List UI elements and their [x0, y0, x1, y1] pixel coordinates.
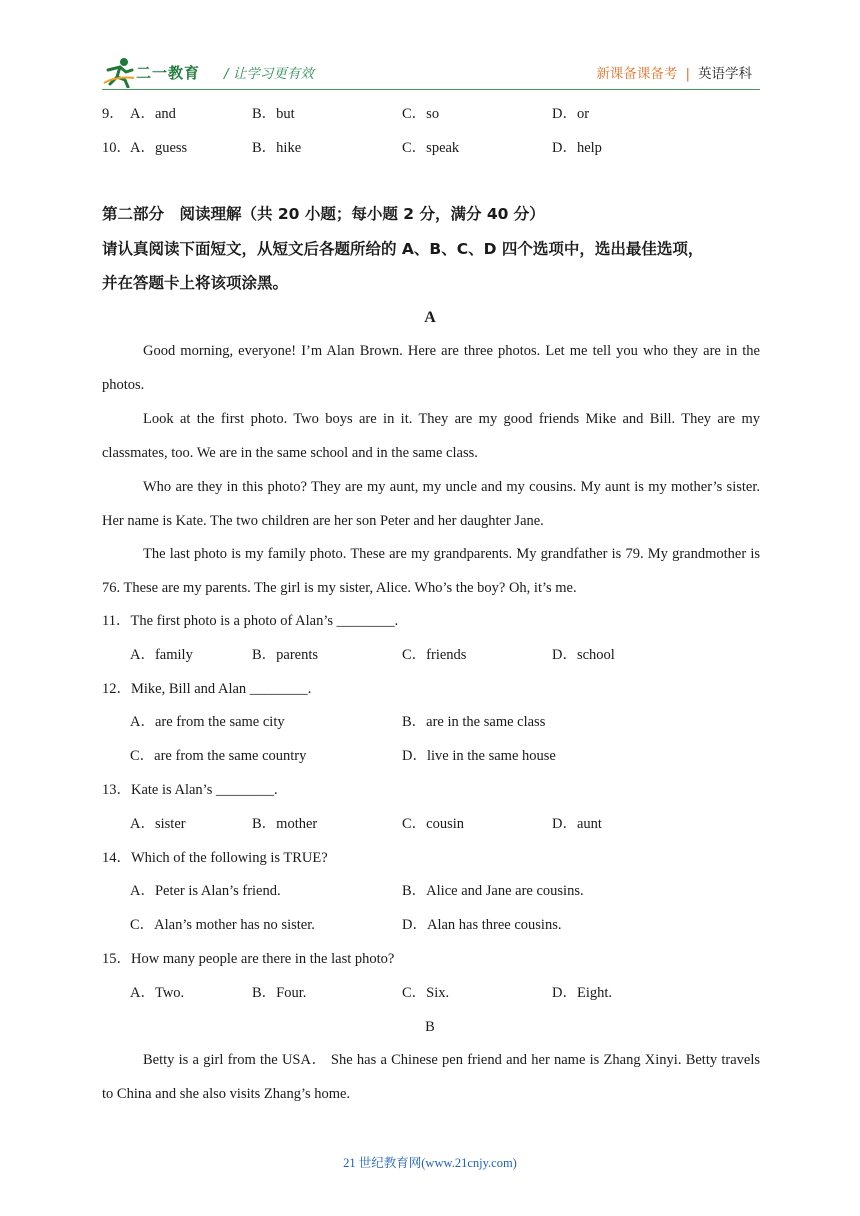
option-c: C．cousin: [402, 816, 465, 832]
option-d: D．help: [552, 140, 602, 156]
option-b: B．hike: [252, 140, 302, 156]
section-instruction-line-1: 请认真阅读下面短文，从短文后各题所给的 A、B、C、D 四个选项中，选出最佳选项，: [102, 240, 704, 258]
page-footer[interactable]: 21 世纪教育网(www.21cnjy.com): [343, 1156, 517, 1170]
option-a: A．Two.: [130, 985, 185, 1001]
header-separator: |: [685, 66, 690, 82]
section-title: 第二部分 阅读理解（共 20 小题；每小题 2 分，满分 40 分）: [102, 205, 545, 223]
runner-logo-icon: [102, 56, 136, 88]
passage-a-label: A: [424, 309, 436, 326]
header-course-label: 新课备课备考: [596, 66, 678, 82]
passage-a-paragraph-1: Good morning, everyone! I’m Alan Brown. Here are three photos. Let me tell you who they are in the photos.: [102, 343, 760, 393]
option-c: C．are from the same country: [130, 748, 307, 764]
option-a: A．are from the same city: [130, 714, 285, 730]
header-subject: 英语学科: [698, 66, 752, 82]
logo: [102, 56, 212, 88]
passage-b-paragraph-1: Betty is a girl from the USA． She has a Chinese pen friend and her name is Zhang Xinyi. Betty travels to China and she also visits Zhang’s home.: [102, 1052, 760, 1102]
option-d: D．live in the same house: [402, 748, 556, 764]
option-c: C．speak: [402, 140, 460, 156]
option-c: C．so: [402, 106, 440, 122]
header-divider: [102, 89, 760, 90]
option-c: C．Six.: [402, 985, 450, 1001]
option-a: A．and: [130, 106, 176, 122]
item-number: 9．: [102, 106, 124, 122]
option-d: D．or: [552, 106, 590, 122]
option-b: B．mother: [252, 816, 318, 832]
option-b: B．are in the same class: [402, 714, 546, 730]
item-number: 10．: [102, 140, 131, 156]
passage-a-paragraph-3: Who are they in this photo? They are my aunt, my uncle and my cousins. My aunt is my mother’s sister. Her name is Kate. The two children are her son Peter and her daughter Jane.: [102, 479, 760, 529]
option-c: C．Alan’s mother has no sister.: [130, 917, 315, 933]
option-b: B．Alice and Jane are cousins.: [402, 883, 584, 899]
option-d: D．Alan has three cousins.: [402, 917, 562, 933]
option-a: A．Peter is Alan’s friend.: [130, 883, 281, 899]
option-a: A．guess: [130, 140, 188, 156]
question-14-stem: 14．Which of the following is TRUE?: [102, 850, 328, 866]
option-b: B．Four.: [252, 985, 307, 1001]
logo-text: 二一教育: [136, 64, 201, 82]
question-13-stem: 13．Kate is Alan’s ________.: [102, 782, 278, 798]
page-header: [102, 56, 760, 88]
header-slogan: / 让学习更有效: [224, 66, 314, 82]
question-12-stem: 12．Mike, Bill and Alan ________.: [102, 681, 312, 697]
option-a: A．sister: [130, 816, 186, 832]
option-b: B．but: [252, 106, 295, 122]
option-d: D．Eight.: [552, 985, 613, 1001]
question-15-stem: 15．How many people are there in the last photo?: [102, 951, 395, 967]
question-11-stem: 11．The first photo is a photo of Alan’s ________.: [102, 613, 399, 629]
option-a: A．family: [130, 647, 193, 663]
option-b: B．parents: [252, 647, 319, 663]
option-d: D．aunt: [552, 816, 602, 832]
passage-a-paragraph-4: The last photo is my family photo. These are my grandparents. My grandfather is 79. My grandmother is 76. These are my parents. The girl is my sister, Alice. Who’s the boy? Oh, it’s me.: [102, 546, 760, 596]
passage-b-label: B: [425, 1019, 435, 1035]
option-d: D．school: [552, 647, 615, 663]
header-right: [596, 62, 752, 82]
section-instruction-line-2: 并在答题卡上将该项涂黑。: [102, 274, 289, 292]
passage-a-paragraph-2: Look at the first photo. Two boys are in it. They are my good friends Mike and Bill. They are my classmates, too. We are in the same school and in the same class.: [102, 411, 760, 461]
option-c: C．friends: [402, 647, 467, 663]
